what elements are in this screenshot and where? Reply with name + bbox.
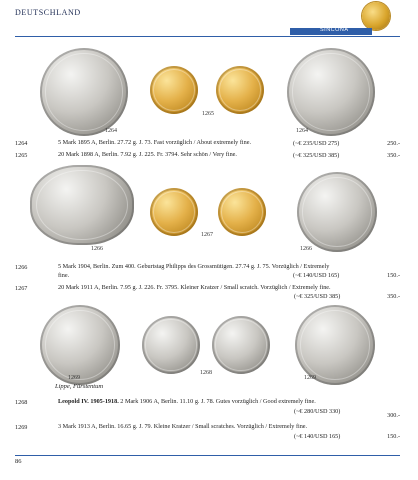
coin-label: 1264 [296, 128, 308, 134]
lot-estimate: (~€ 140/USD 165) [294, 433, 341, 440]
coin-1267-obverse [150, 188, 198, 236]
coin-label: 1266 [91, 246, 103, 252]
coin-1265-reverse [216, 66, 264, 114]
lot-price: 150.- [387, 433, 400, 440]
lot-estimate: (~€ 280/USD 330) [294, 408, 341, 415]
section-heading: Lippe, Fürstentum [55, 383, 104, 390]
lot-description: 20 Mark 1898 A, Berlin. 7.92 g. J. 225. Fr. 3794. Sehr schön / Very fine. [58, 151, 237, 158]
lot-number: 1268 [15, 399, 28, 406]
coin-1269-obverse [40, 305, 120, 385]
coin-label: 1269 [304, 375, 316, 381]
lot-description-text: 2 Mark 1906 A, Berlin. 11.10 g. J. 78. Gutes vorzüglich / Good extremely fine. [120, 398, 316, 405]
lot-price: 250.- [387, 140, 400, 147]
coin-label: 1267 [201, 232, 213, 238]
coin-1264-reverse [287, 48, 375, 136]
footer-rule [15, 455, 400, 456]
lot-estimate: (~€ 325/USD 385) [294, 293, 341, 300]
brand-coin-logo [362, 2, 390, 30]
coin-label: 1266 [300, 246, 312, 252]
lot-estimate: (~€ 325/USD 385) [293, 152, 340, 159]
coin-label: 1269 [68, 375, 80, 381]
lot-description-line: fine. [58, 271, 70, 279]
coin-1269-reverse [295, 305, 375, 385]
lot-description: 3 Mark 1913 A, Berlin. 16.65 g. J. 79. Kleine Kratzer / Small scratches. Vorzüglich / Extremely fine. [58, 423, 308, 430]
coin-label: 1264 [105, 128, 117, 134]
coin-1265-obverse [150, 66, 198, 114]
coin-label: 1265 [202, 111, 214, 117]
coin-1266-reverse [297, 172, 377, 252]
lot-number: 1265 [15, 152, 28, 159]
page-number: 86 [15, 458, 22, 465]
lot-price: 300.- [387, 412, 400, 419]
header-rule [15, 36, 400, 37]
lot-price: 350.- [387, 152, 400, 159]
lot-price: 350.- [387, 293, 400, 300]
lot-number: 1269 [15, 424, 28, 431]
lot-ruler: Leopold IV. 1905-1918. [58, 398, 119, 405]
lot-price: 150.- [387, 272, 400, 279]
lot-description: 20 Mark 1911 A, Berlin. 7.95 g. J. 226. Fr. 3795. Kleiner Kratzer / Small scratch. Vorzüglich / Extremely fine. [58, 284, 331, 291]
lot-description: 5 Mark 1895 A, Berlin. 27.72 g. J. 73. Fast vorzüglich / About extremely fine. [58, 139, 251, 146]
coin-1264-obverse [40, 48, 128, 136]
lot-number: 1267 [15, 285, 28, 292]
coin-label: 1268 [200, 370, 212, 376]
lot-number: 1264 [15, 140, 28, 147]
page-header-title: DEUTSCHLAND [15, 8, 81, 17]
lot-estimate: (~€ 140/USD 165) [293, 272, 340, 279]
coin-1266-obverse [30, 165, 134, 245]
lot-number: 1266 [15, 264, 28, 271]
brand-label: SINCONA [320, 27, 349, 33]
coin-1268-obverse [142, 316, 200, 374]
lot-estimate: (~€ 235/USD 275) [293, 140, 340, 147]
coin-1268-reverse [212, 316, 270, 374]
lot-description [58, 398, 373, 407]
coin-1267-reverse [218, 188, 266, 236]
lot-description-line: 5 Mark 1904, Berlin. Zum 400. Geburtstag Philipps des Grossmütigen. 27.74 g. J. 75. Vorzüglich / Extremely [58, 263, 330, 270]
